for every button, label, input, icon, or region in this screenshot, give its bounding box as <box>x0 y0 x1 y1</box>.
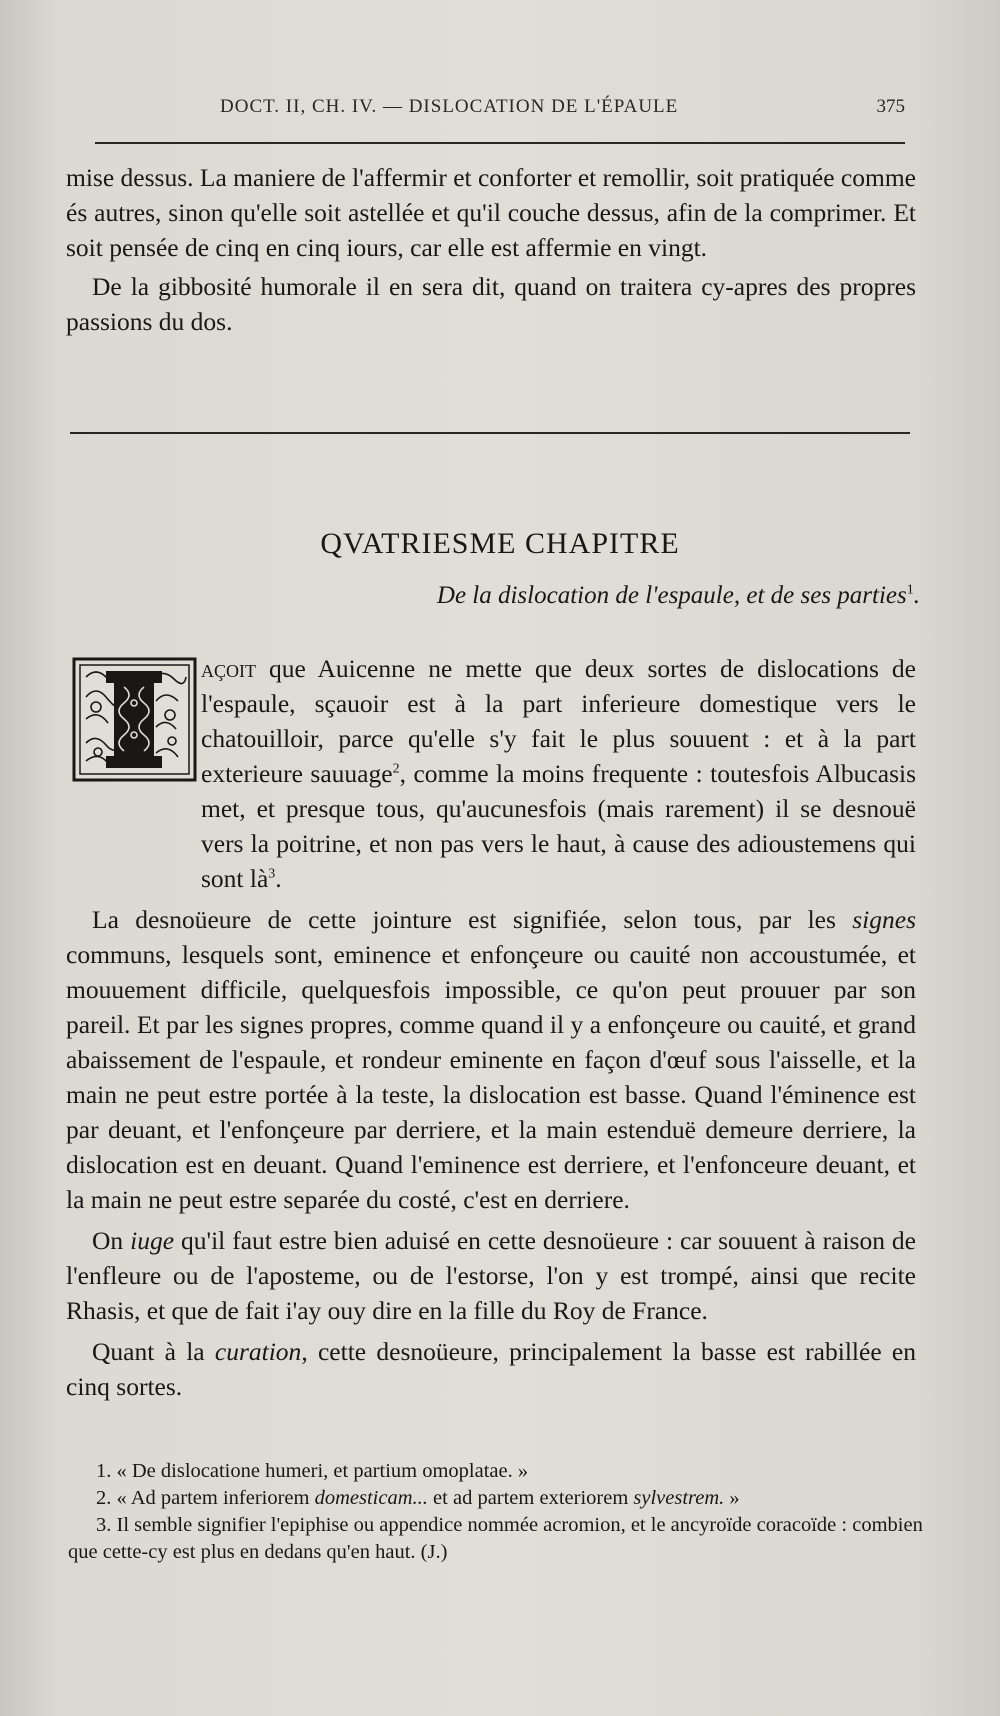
subtitle-period: . <box>913 582 920 609</box>
intro-paragraph-1: mise dessus. La maniere de l'affermir et conforter et remollir, soit pratiquée comme és autres, sinon qu'elle soit astellée et qu'il couche dessus, afin de la comprimer. Et soit pensée de cinq en cinq iours, car elle est affermie en vingt. <box>66 163 916 262</box>
footnote-3: 3. Il semble signifier l'epiphise ou appendice nommée acromion, et le ancyroïde coracoïde : combien que cette-cy est plus en dedans qu'en haut. (J.) <box>68 1514 923 1563</box>
running-title: DOCT. II, CH. IV. — DISLOCATION DE L'ÉPAULE <box>220 96 679 117</box>
fn2-italic-2: sylvestrem. <box>633 1487 725 1509</box>
body-paragraph-1 <box>66 651 916 896</box>
footnote-ref-2: 2 <box>392 761 400 777</box>
intro-text <box>66 160 916 339</box>
p3-text-b: qu'il faut estre bien aduisé en cette desnoüeure : car souuent à raison de l'enfleure ou de l'aposteme, ou de l'estorse, l'on y est trompé, ainsi que recite Rhasis, et que de fait i'ay ouy dire en la fille du Roy de France. <box>66 1226 916 1325</box>
p2-text-b: communs, lesquels sont, eminence et enfonçeure ou cauité non accoustumée, et mouuement difficile, quelquesfois impossible, ce qu'on peut prouuer par son pareil. Et par les signes propres, comme quand il y a enfonçeure ou cauité, et grand abaissement de l'espaule, et rondeur eminente en façon d'œuf sous l'aisselle, et la main ne peut estre portée à la teste, la dislocation est basse. Quand l'éminence est par deuant, et l'enfonçeure par derriere, et la main estenduë demeure derriere, la dislocation est en deuant. Quand l'eminence est derriere, et l'enfonceure deuant, et la main ne peut estre separée du costé, c'est en derriere. <box>66 940 916 1214</box>
footnote-2 <box>68 1485 928 1512</box>
header-rule <box>95 142 905 144</box>
footnote-ref-3: 3 <box>268 866 276 882</box>
p1-end: . <box>275 864 282 893</box>
p3-italic-iuge: iuge <box>130 1226 175 1255</box>
chapter-subtitle <box>0 582 920 610</box>
body-paragraph-4 <box>66 1334 916 1404</box>
fn2-text-a: 2. « Ad partem inferiorem <box>96 1487 315 1509</box>
p3-text-a: On <box>92 1226 131 1255</box>
fn2-italic-1: domesticam... <box>314 1487 428 1509</box>
page-number: 375 <box>876 96 905 117</box>
chapter-body <box>66 651 916 1404</box>
p2-italic-signes: signes <box>852 905 916 934</box>
body-paragraph-3 <box>66 1223 916 1328</box>
p4-italic-curation: curation <box>214 1337 302 1366</box>
intro-paragraph-2: De la gibbosité humorale il en sera dit, quand on traitera cy-apres des propres passions du dos. <box>66 272 916 336</box>
section-rule <box>70 432 910 434</box>
fn2-text-b: et ad partem exteriorem <box>427 1487 634 1509</box>
footnotes <box>68 1458 928 1566</box>
footnote-1: 1. « De dislocatione humeri, et partium omoplatae. » <box>96 1460 529 1482</box>
chapter-subtitle-text: De la dislocation de l'espaule, et de ses parties <box>436 582 907 609</box>
p1-text-b: , comme la moins frequente : toutesfois Albucasis met, et presque tous, qu'aucunesfois (mais rarement) il se desnouë vers la poitrine, et non pas vers le haut, à cause des adioustemens qui sont là <box>201 759 917 893</box>
p1-text-a: que Auicenne ne mette que deux sortes de dislocations de l'espaule, sçauoir est à la part inferieure domestique vers le chatouilloir, parce qu'elle s'y fait le plus souuent : et à la part exterieure sauuage <box>201 654 916 788</box>
fn2-text-c: » <box>724 1487 740 1509</box>
p4-text-b: , cette desnoüeure, principalement la basse est rabillée en cinq sortes. <box>66 1337 916 1401</box>
footnote-ref-1: 1 <box>906 582 914 598</box>
running-head <box>95 96 905 126</box>
body-paragraph-2 <box>66 902 916 1217</box>
p2-text-a: La desnoüeure de cette jointure est signifiée, selon tous, par les <box>92 905 853 934</box>
p4-text-a: Quant à la <box>92 1337 215 1366</box>
chapter-title: QVATRIESME CHAPITRE <box>320 527 680 560</box>
initial-small-caps: açoit <box>201 654 256 683</box>
